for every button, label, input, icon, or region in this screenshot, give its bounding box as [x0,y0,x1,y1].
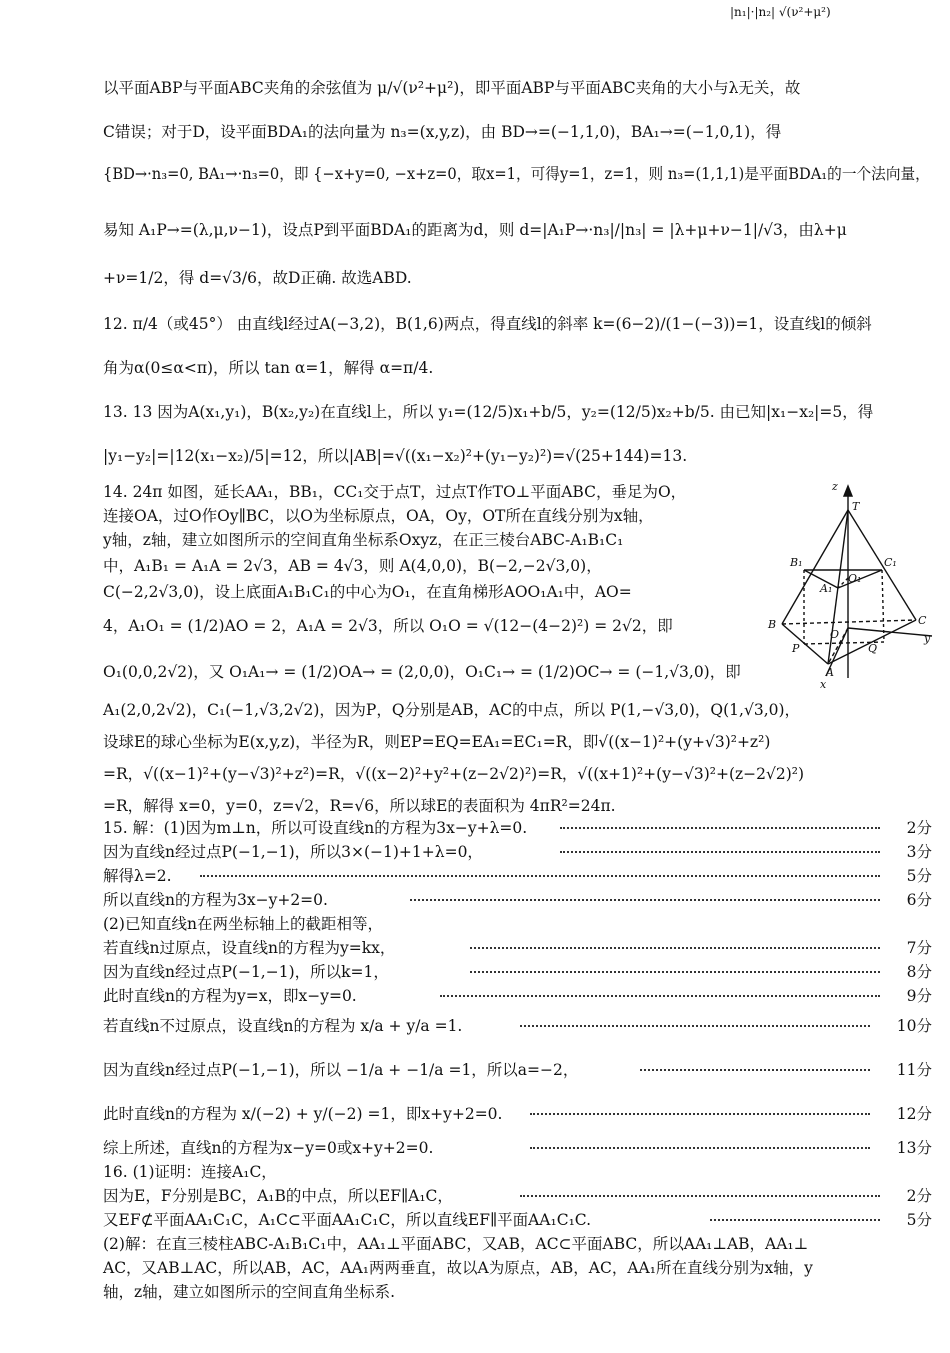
fig-label: C₁ [884,556,897,569]
fig-label: x [820,678,827,690]
fig-label: O₁ [848,572,862,585]
fig-label: A [826,666,834,679]
fig-label: P [792,642,800,655]
fig-label: z [832,480,838,493]
z-axis-arrow [844,486,852,496]
fig-label: Q [868,642,878,655]
leader-dots [410,899,880,901]
leader-dots [560,851,880,853]
leader-dots [530,1147,870,1149]
fig-label: O [830,628,840,641]
fig-label: B₁ [790,556,803,569]
leader-dots [640,1069,870,1071]
edge-TC [848,510,916,620]
edge-BC [782,620,916,624]
leader-dots [710,1219,880,1221]
fig-label: A₁ [820,582,833,595]
leader-dots [530,1113,870,1115]
frustum-figure [764,478,938,690]
leader-dots [470,947,880,949]
fig-label: B [768,618,777,631]
leader-dots [470,971,880,973]
leader-dots [520,1025,870,1027]
fig-label: C [918,614,927,627]
leader-dots [440,995,880,997]
leader-dots [200,875,880,877]
fig-label: T [852,500,860,513]
answer-page: |n₁|·|n₂| √(ν²+μ²) 以平面ABP与平面ABC夹角的余弦值为 μ/√(ν²+μ²)，即平面ABP与平面ABC夹角的大小与λ无关，故 C错误；对于D，设平面BDA₁的法向量为 n₃=(x,y,z)，由 BD→=(−1,1,0)，BA₁→=(−1,0,1)，得 {BD→·n₃=0, BA₁→·n₃=0，即 {−x+y=0, −x+z=0，取x=1，可得y=1，z=1，则 n₃=(1,1,1)是平面BDA₁的一个法向量， 易知 A₁P→=(λ,μ,ν−1)，设点P到平面BDA₁的距离为d，则 d=|A₁P→·n₃|/|n₃| = |λ+μ+ν−1|/√3，由λ+μ +ν=1/2，得 d=√3/6，故D正确. 故选ABD. 12. π/4（或45°） 由直线l经过A(−3,2)，B(1,6)两点，得直线l的斜率 k=(6−2)/(1−(−3))=1，设直线l的倾斜 角为α(0≤α<π)，所以 tan α=1，解得 α=π/4. 13. 13 因为A(x₁,y₁)，B(x₂,y₂)在直线l上，所以 y₁=(12/5)x₁+b/5，y₂=(12/5)x₂+b/5. 由已知|x₁−x₂|=5，得 |y₁−y₂|=|12(x₁−x₂)/5|=12，所以|AB|=√((x₁−x₂)²+(y₁−y₂)²)=√(25+144)=13. 14. 24π 如图，延长AA₁，BB₁，CC₁交于点T，过点T作TO⊥平面ABC，垂足为O， 连接OA，过O作Oy∥BC，以O为坐标原点，OA，Oy，OT所在直线分别为x轴， y轴，z轴，建立如图所示的空间直角坐标系Oxyz，在正三棱台ABC-A₁B₁C₁ 中，A₁B₁ = A₁A = 2√3，AB = 4√3，则 A(4,0,0)，B(−2,−2√3,0)， C(−2,2√3,0)，设上底面A₁B₁C₁的中心为O₁，在直角梯形AOO₁A₁中，AO= 4，A₁O₁ = (1/2)AO = 2，A₁A = 2√3，所以 O₁O = √(12−(4−2)²) = 2√2，即 O₁(0,0,2√2)，又 O₁A₁→ = (1/2)OA→ = (2,0,0)，O₁C₁→ = (1/2)OC→ = (−1,√3,0)，即 A₁(2,0,2√2)，C₁(−1,√3,2√2)，因为P，Q分别是AB，AC的中点，所以 P(1,−√3,0)，Q(1,√3,0)， 设球E的球心坐标为E(x,y,z)，半径为R，则EP=EQ=EA₁=EC₁=R，即√((x−1)²+(y+√3)²+z²) =R，√((x−1)²+(y−√3)²+z²)=R，√((x−2)²+y²+(z−2√2)²)=R，√((x+1)²+(y−√3)²+(z−2√2)²) =R，解得 x=0，y=0，z=√2，R=√6，所以球E的表面积为 4πR²=24π. z T B₁ C₁ O₁ A₁ B C O P Q A y x 15. 解：(1)因为m⊥n，所以可设直线n的方程为3x−y+λ=0. 2分 因为直线n经过点P(−1,−1)，所以3×(−1)+1+λ=0， 3分 解得λ=2. 5分 所以直线n的方程为3x−y+2=0. 6分 (2)已知直线n在两坐标轴上的截距相等， 若直线n过原点，设直线n的方程为y=kx， 7分 因为直线n经过点P(−1,−1)，所以k=1， 8分 此时直线n的方程为y=x，即x−y=0. 9分 若直线n不过原点，设直线n的方程为 x/a + y/a =1. 10分 因为直线n经过点P(−1,−1)，所以 −1/a + −1/a =1，所以a=−2， 11分 此时直线n的方程为 x/(−2) + y/(−2) =1，即x+y+2=0. 12分 综上所述，直线n的方程为x−y=0或x+y+2=0. 13分 16. (1)证明：连接A₁C， 因为E，F分别是BC，A₁B的中点，所以EF∥A₁C， 2分 又EF⊄平面AA₁C₁C，A₁C⊂平面AA₁C₁C，所以直线EF∥平面AA₁C₁C. 5分 (2)解：在直三棱柱ABC-A₁B₁C₁中，AA₁⊥平面ABC，又AB，AC⊂平面ABC，所以AA₁⊥AB，AA₁⊥ AC，又AB⊥AC，所以AB，AC，AA₁两两垂直，故以A为原点，AB，AC，AA₁所在直线分别为x轴，y 轴，z轴，建立如图所示的空间直角坐标系. [0,0,950,1353]
leader-dots [560,827,880,829]
y-axis-line [848,628,932,636]
leader-dots [520,1195,880,1197]
fig-label: y [924,632,931,645]
